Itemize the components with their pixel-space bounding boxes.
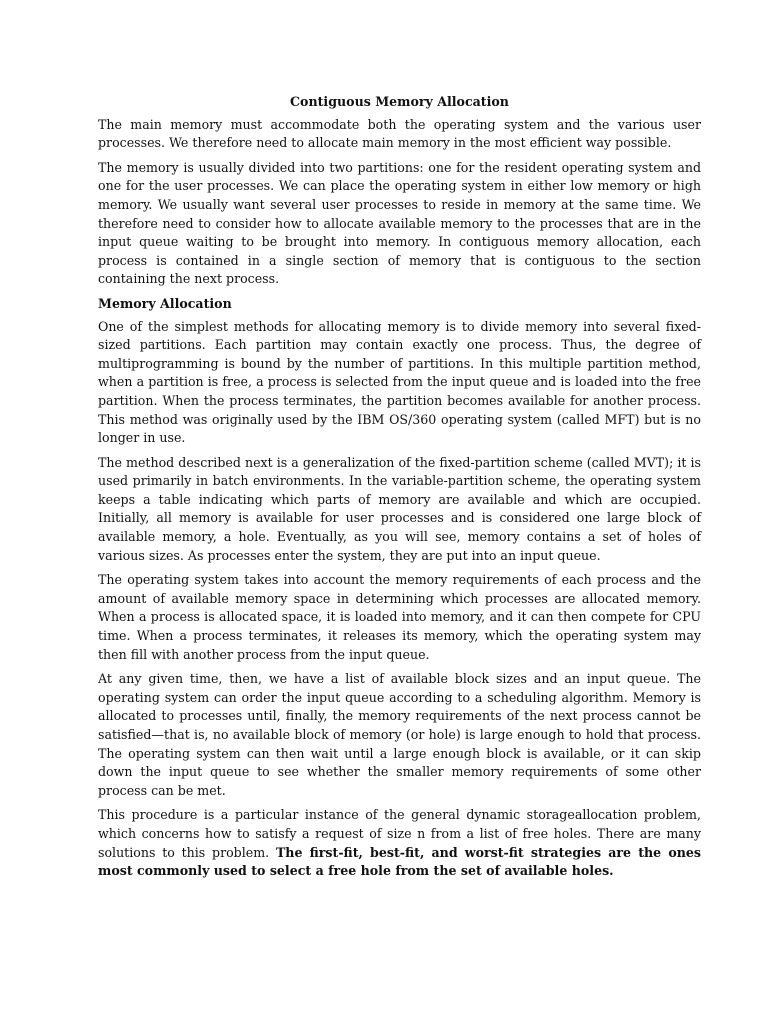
document-page — [98, 93, 701, 887]
section-paragraph-4: At any given time, then, we have a list of available block sizes and an input queue. The operating system can order the input queue according to a scheduling algorithm. Memory is allocated to processes until, finally, the memory requirements of the next process cannot be satisfied—that is, no available block of memory (or hole) is large enough to hold that process. The operating system can then wait until a large enough block is available, or it can skip down the input queue to see whether the smaller memory requirements of some other process can be met. — [98, 671, 701, 798]
intro-paragraph-1: The main memory must accommodate both the operating system and the various user processes. We therefore need to allocate main memory in the most efficient way possible. — [98, 116, 701, 151]
intro-paragraph-2: The memory is usually divided into two partitions: one for the resident operating system and one for the user processes. We can place the operating system in either low memory or high memory. We usually want several user processes to reside in memory at the same time. We therefore need to consider how to allocate available memory to the processes that are in the input queue waiting to be brought into memory. In contiguous memory allocation, each process is contained in a single section of memory that is contiguous to the section containing the next process. — [98, 159, 701, 287]
final-paragraph — [98, 806, 701, 880]
section-paragraph-3: The operating system takes into account the memory requirements of each process and the amount of available memory space in determining which processes are allocated memory. When a process is allocated space, it is loaded into memory, and it can then compete for CPU time. When a process terminates, it releases its memory, which the operating system may then fill with another process from the input queue. — [98, 572, 701, 662]
section-paragraph-2: The method described next is a generalization of the fixed-partition scheme (called MVT); it is used primarily in batch environments. In the variable-partition scheme, the operating system keeps a table indicating which parts of memory are available and which are occupied. Initially, all memory is available for user processes and is considered one large block of available memory, a hole. Eventually, as you will see, memory contains a set of holes of various sizes. As processes enter the system, they are put into an input queue. — [98, 454, 701, 563]
document-title: Contiguous Memory Allocation — [290, 94, 509, 109]
final-paragraph-bold-text: The first-fit, best-fit, and worst-fit strategies are the ones most commonly used to select a free hole from the set of available holes. — [98, 844, 701, 879]
section-paragraph-1: One of the simplest methods for allocating memory is to divide memory into several fixed-sized partitions. Each partition may contain exactly one process. Thus, the degree of multiprogramming is bound by the number of partitions. In this multiple partition method, when a partition is free, a process is selected from the input queue and is loaded into the free partition. When the process terminates, the partition becomes available for another process. This method was originally used by the IBM OS/360 operating system (called MFT) but is no longer in use. — [98, 318, 701, 446]
final-paragraph-text: This procedure is a particular instance of the general dynamic storageallocation problem, which concerns how to satisfy a request of size n from a list of free holes. There are many solutions to this problem. — [98, 807, 701, 860]
section-heading: Memory Allocation — [98, 295, 232, 311]
